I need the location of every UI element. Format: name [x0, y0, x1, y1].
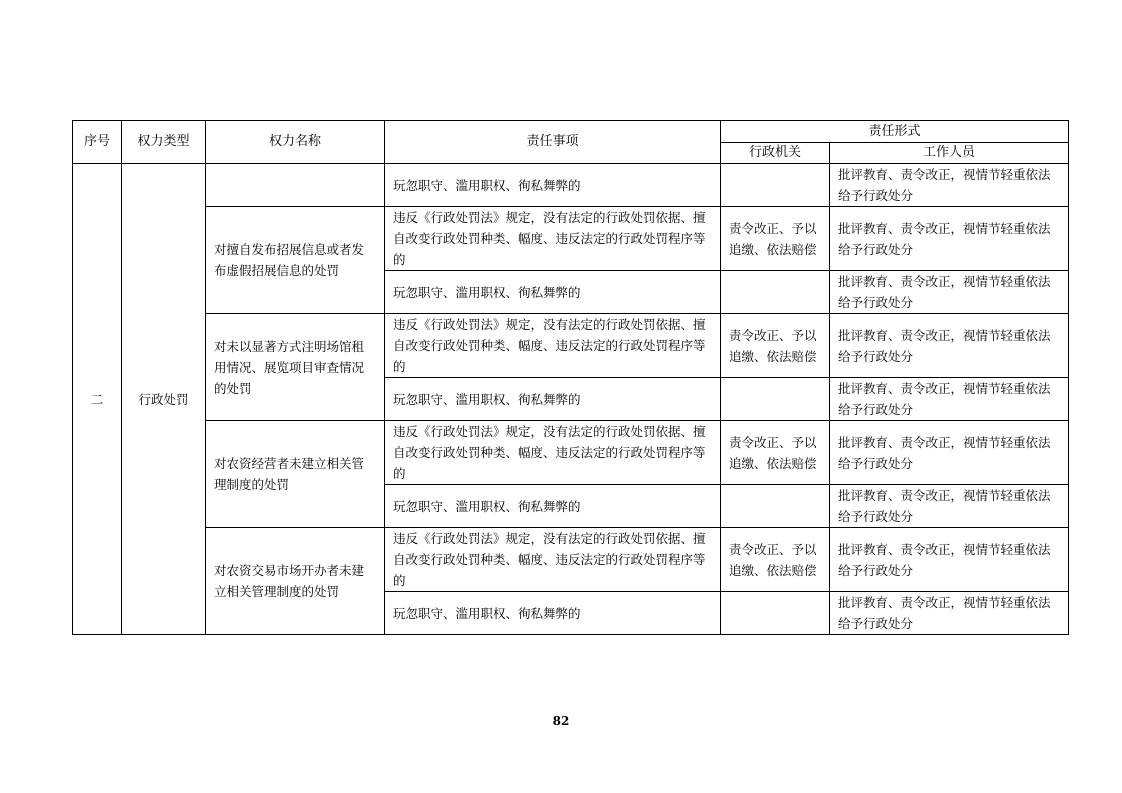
admin-org-cell — [721, 592, 830, 635]
duty-cell: 违反《行政处罚法》规定，没有法定的行政处罚依据、擅自改变行政处罚种类、幅度、违反法定的行政处罚程序等的 — [385, 528, 721, 592]
admin-org-cell — [721, 271, 830, 314]
power-name-cell — [206, 164, 385, 207]
table-row — [73, 207, 1069, 271]
header-power-type: 权力类型 — [122, 121, 206, 164]
power-name-cell: 对农资交易市场开办者未建立相关管理制度的处罚 — [206, 528, 385, 635]
staff-cell: 批评教育、责令改正，视情节轻重依法给予行政处分 — [830, 378, 1069, 421]
table-row — [73, 528, 1069, 592]
staff-cell: 批评教育、责令改正，视情节轻重依法给予行政处分 — [830, 207, 1069, 271]
staff-cell: 批评教育、责令改正，视情节轻重依法给予行政处分 — [830, 164, 1069, 207]
staff-cell: 批评教育、责令改正，视情节轻重依法给予行政处分 — [830, 592, 1069, 635]
admin-org-cell — [721, 485, 830, 528]
header-duty: 责任事项 — [385, 121, 721, 164]
power-type-cell: 行政处罚 — [122, 164, 206, 635]
duty-cell: 违反《行政处罚法》规定，没有法定的行政处罚依据、擅自改变行政处罚种类、幅度、违反法定的行政处罚程序等的 — [385, 207, 721, 271]
duty-cell: 违反《行政处罚法》规定，没有法定的行政处罚依据、擅自改变行政处罚种类、幅度、违反法定的行政处罚程序等的 — [385, 314, 721, 378]
power-name-cell: 对农资经营者未建立相关管理制度的处罚 — [206, 421, 385, 528]
staff-cell: 批评教育、责令改正，视情节轻重依法给予行政处分 — [830, 485, 1069, 528]
staff-cell: 批评教育、责令改正，视情节轻重依法给予行政处分 — [830, 421, 1069, 485]
table-row — [73, 164, 1069, 207]
page-number: 82 — [552, 714, 570, 728]
admin-org-cell: 责令改正、予以追缴、依法赔偿 — [721, 207, 830, 271]
admin-org-cell — [721, 378, 830, 421]
duty-cell: 玩忽职守、滥用职权、徇私舞弊的 — [385, 378, 721, 421]
header-admin-org: 行政机关 — [721, 143, 830, 164]
admin-org-cell: 责令改正、予以追缴、依法赔偿 — [721, 528, 830, 592]
staff-cell: 批评教育、责令改正，视情节轻重依法给予行政处分 — [830, 528, 1069, 592]
table-row — [73, 314, 1069, 378]
header-power-name: 权力名称 — [206, 121, 385, 164]
duty-cell: 玩忽职守、滥用职权、徇私舞弊的 — [385, 271, 721, 314]
header-staff: 工作人员 — [830, 143, 1069, 164]
duty-cell: 玩忽职守、滥用职权、徇私舞弊的 — [385, 485, 721, 528]
duty-cell: 玩忽职守、滥用职权、徇私舞弊的 — [385, 592, 721, 635]
seq-cell: 二 — [73, 164, 122, 635]
duty-cell: 玩忽职守、滥用职权、徇私舞弊的 — [385, 164, 721, 207]
admin-org-cell — [721, 164, 830, 207]
table-row — [73, 421, 1069, 485]
admin-org-cell: 责令改正、予以追缴、依法赔偿 — [721, 421, 830, 485]
power-name-cell: 对未以显著方式注明场馆租用情况、展览项目审查情况的处罚 — [206, 314, 385, 421]
staff-cell: 批评教育、责令改正，视情节轻重依法给予行政处分 — [830, 314, 1069, 378]
staff-cell: 批评教育、责令改正，视情节轻重依法给予行政处分 — [830, 271, 1069, 314]
header-responsibility-form: 责任形式 — [721, 121, 1069, 143]
header-seq: 序号 — [73, 121, 122, 164]
admin-org-cell: 责令改正、予以追缴、依法赔偿 — [721, 314, 830, 378]
power-name-cell: 对擅自发布招展信息或者发布虚假招展信息的处罚 — [206, 207, 385, 314]
duty-cell: 违反《行政处罚法》规定，没有法定的行政处罚依据、擅自改变行政处罚种类、幅度、违反法定的行政处罚程序等的 — [385, 421, 721, 485]
responsibility-table — [72, 120, 1069, 635]
